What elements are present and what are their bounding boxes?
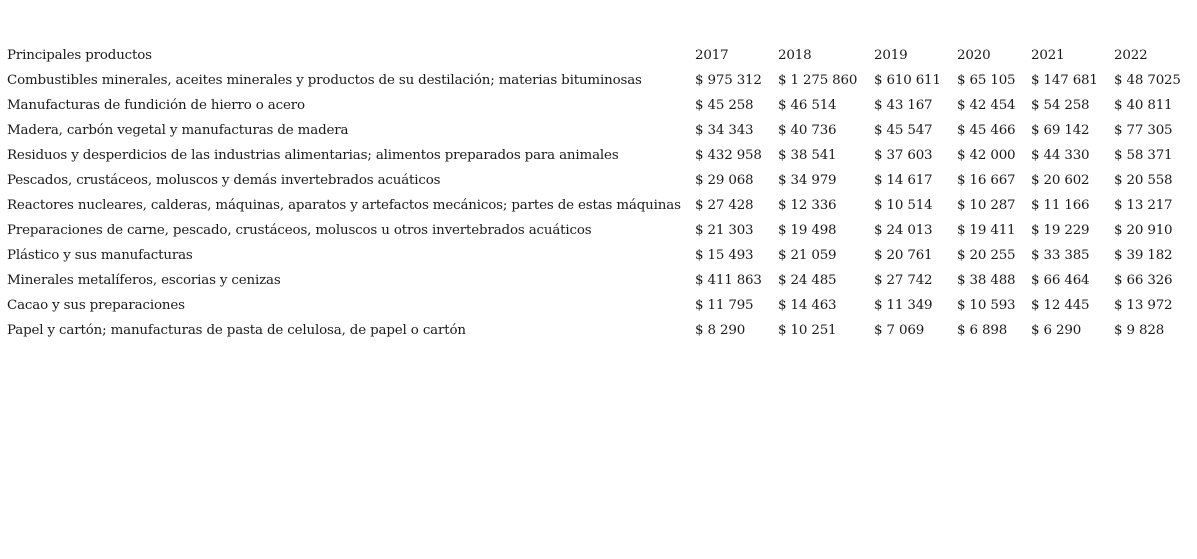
value-2020-cell: $ 42 454	[957, 98, 1016, 113]
value-2019-cell: $ 24 013	[874, 223, 933, 238]
table-row	[7, 293, 1197, 318]
value-2021-cell: $ 69 142	[1031, 123, 1090, 138]
value-2019-cell: $ 45 547	[874, 123, 933, 138]
table-row	[7, 193, 1197, 218]
product-name-cell: Papel y cartón; manufacturas de pasta de celulosa, de papel o cartón	[7, 323, 466, 338]
header-2020: 2020	[957, 48, 991, 63]
value-2017-cell: $ 432 958	[695, 148, 762, 163]
header-2022: 2022	[1114, 48, 1148, 63]
value-2018-cell: $ 1 275 860	[778, 73, 858, 88]
value-2022-cell: $ 13 972	[1114, 298, 1173, 313]
value-2022-cell: $ 20 558	[1114, 173, 1173, 188]
value-2021-cell: $ 54 258	[1031, 98, 1090, 113]
table-row	[7, 68, 1197, 93]
table-header-row	[7, 43, 1197, 68]
table-row	[7, 318, 1197, 343]
value-2017-cell: $ 45 258	[695, 98, 754, 113]
header-products: Principales productos	[7, 48, 152, 63]
value-2019-cell: $ 37 603	[874, 148, 933, 163]
value-2018-cell: $ 40 736	[778, 123, 837, 138]
value-2022-cell: $ 9 828	[1114, 323, 1165, 338]
product-name-cell: Residuos y desperdicios de las industrias alimentarias; alimentos preparados para animales	[7, 148, 619, 163]
value-2021-cell: $ 33 385	[1031, 248, 1090, 263]
value-2019-cell: $ 610 611	[874, 73, 941, 88]
value-2022-cell: $ 20 910	[1114, 223, 1173, 238]
value-2021-cell: $ 6 290	[1031, 323, 1082, 338]
value-2021-cell: $ 66 464	[1031, 273, 1090, 288]
value-2022-cell: $ 39 182	[1114, 248, 1173, 263]
value-2022-cell: $ 66 326	[1114, 273, 1173, 288]
table-body	[7, 68, 1197, 343]
header-2018: 2018	[778, 48, 812, 63]
table-row	[7, 93, 1197, 118]
value-2020-cell: $ 45 466	[957, 123, 1016, 138]
value-2017-cell: $ 11 795	[695, 298, 754, 313]
product-name-cell: Madera, carbón vegetal y manufacturas de madera	[7, 123, 349, 138]
table-row	[7, 218, 1197, 243]
value-2019-cell: $ 43 167	[874, 98, 933, 113]
value-2021-cell: $ 20 602	[1031, 173, 1090, 188]
table-row	[7, 143, 1197, 168]
value-2021-cell: $ 19 229	[1031, 223, 1090, 238]
value-2022-cell: $ 48 7025	[1114, 73, 1181, 88]
value-2017-cell: $ 27 428	[695, 198, 754, 213]
value-2020-cell: $ 38 488	[957, 273, 1016, 288]
value-2017-cell: $ 8 290	[695, 323, 746, 338]
value-2020-cell: $ 16 667	[957, 173, 1016, 188]
value-2018-cell: $ 21 059	[778, 248, 837, 263]
value-2017-cell: $ 29 068	[695, 173, 754, 188]
value-2018-cell: $ 34 979	[778, 173, 837, 188]
value-2019-cell: $ 10 514	[874, 198, 933, 213]
value-2017-cell: $ 411 863	[695, 273, 762, 288]
product-name-cell: Plástico y sus manufacturas	[7, 248, 193, 263]
value-2018-cell: $ 10 251	[778, 323, 837, 338]
value-2019-cell: $ 27 742	[874, 273, 933, 288]
value-2017-cell: $ 21 303	[695, 223, 754, 238]
value-2020-cell: $ 10 593	[957, 298, 1016, 313]
value-2020-cell: $ 42 000	[957, 148, 1016, 163]
value-2019-cell: $ 11 349	[874, 298, 933, 313]
value-2021-cell: $ 44 330	[1031, 148, 1090, 163]
product-name-cell: Combustibles minerales, aceites minerales y productos de su destilación; materias bituminosas	[7, 73, 642, 88]
value-2017-cell: $ 34 343	[695, 123, 754, 138]
value-2017-cell: $ 975 312	[695, 73, 762, 88]
value-2018-cell: $ 14 463	[778, 298, 837, 313]
value-2022-cell: $ 77 305	[1114, 123, 1173, 138]
product-name-cell: Pescados, crustáceos, moluscos y demás invertebrados acuáticos	[7, 173, 441, 188]
value-2020-cell: $ 10 287	[957, 198, 1016, 213]
product-name-cell: Reactores nucleares, calderas, máquinas, aparatos y artefactos mecánicos; partes de estas máquinas	[7, 198, 681, 213]
product-name-cell: Minerales metalíferos, escorias y cenizas	[7, 273, 281, 288]
value-2018-cell: $ 24 485	[778, 273, 837, 288]
value-2022-cell: $ 13 217	[1114, 198, 1173, 213]
value-2020-cell: $ 65 105	[957, 73, 1016, 88]
value-2021-cell: $ 11 166	[1031, 198, 1090, 213]
value-2018-cell: $ 38 541	[778, 148, 837, 163]
table-row	[7, 118, 1197, 143]
table-row	[7, 168, 1197, 193]
value-2021-cell: $ 147 681	[1031, 73, 1098, 88]
value-2022-cell: $ 58 371	[1114, 148, 1173, 163]
value-2019-cell: $ 7 069	[874, 323, 925, 338]
product-name-cell: Cacao y sus preparaciones	[7, 298, 185, 313]
value-2018-cell: $ 46 514	[778, 98, 837, 113]
table-row	[7, 243, 1197, 268]
value-2018-cell: $ 12 336	[778, 198, 837, 213]
table-row	[7, 268, 1197, 293]
header-2019: 2019	[874, 48, 908, 63]
header-2021: 2021	[1031, 48, 1065, 63]
product-name-cell: Manufacturas de fundición de hierro o acero	[7, 98, 305, 113]
value-2019-cell: $ 20 761	[874, 248, 933, 263]
value-2017-cell: $ 15 493	[695, 248, 754, 263]
value-2022-cell: $ 40 811	[1114, 98, 1173, 113]
value-2020-cell: $ 6 898	[957, 323, 1008, 338]
value-2021-cell: $ 12 445	[1031, 298, 1090, 313]
value-2020-cell: $ 19 411	[957, 223, 1016, 238]
value-2019-cell: $ 14 617	[874, 173, 933, 188]
value-2020-cell: $ 20 255	[957, 248, 1016, 263]
value-2018-cell: $ 19 498	[778, 223, 837, 238]
products-table	[7, 43, 1197, 343]
product-name-cell: Preparaciones de carne, pescado, crustáceos, moluscos u otros invertebrados acuáticos	[7, 223, 592, 238]
header-2017: 2017	[695, 48, 729, 63]
